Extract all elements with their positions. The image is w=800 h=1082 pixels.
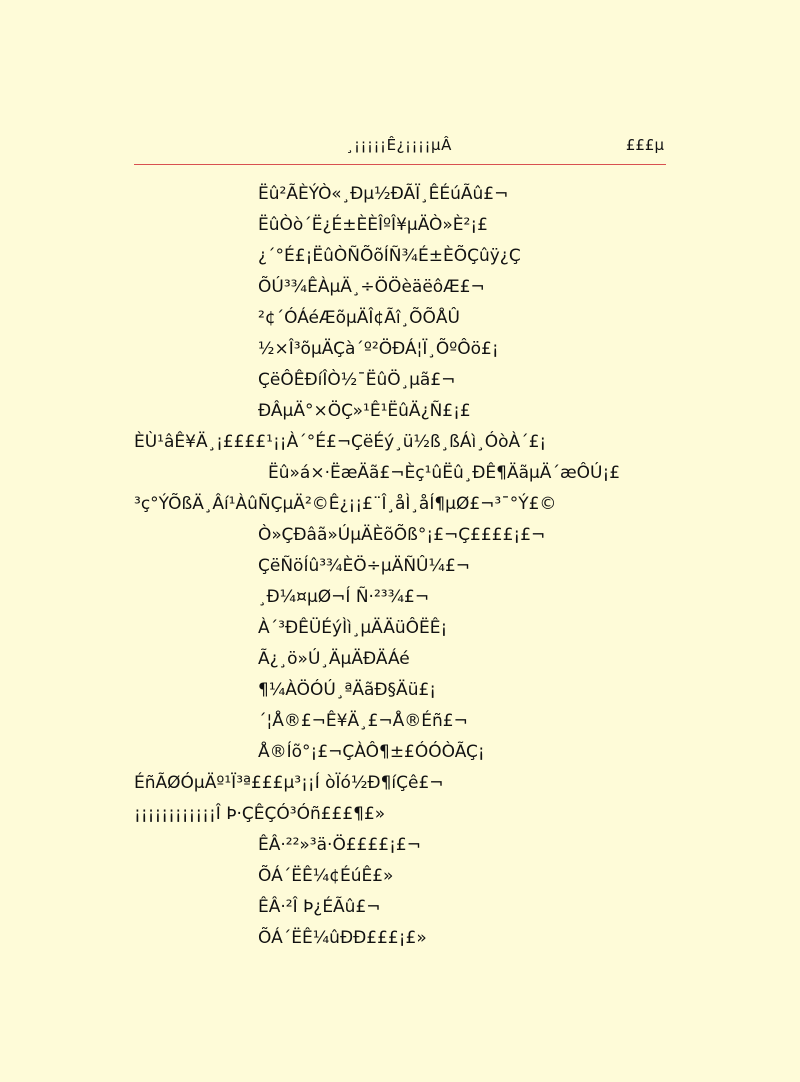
- verse-line: ÊÂ·²²»³ä·Ö££££¡£¬: [258, 835, 421, 855]
- speaker-line: ÈÙ¹âÊ¥Ä¸¡££££¹¡¡À´°É£¬ÇëÉý¸ü½ß¸ßÁì¸ÓòÀ´£¡: [134, 432, 547, 452]
- verse-line: Ëû»á×·ËæÄã£¬Èç¹ûËû¸ÐÊ¶ÄãµÄ´æÔÚ¡£: [268, 463, 621, 483]
- verse-line: Å®Íõ°¡£¬ÇÀÔ¶±£ÓÓÒÃÇ¡: [258, 742, 485, 762]
- verse-line: Ëû²ÃÈÝÒ«¸Ðµ½ÐÃÏ¸ÊÉúÃû£¬: [258, 184, 509, 204]
- header-title: ¸¡¡¡¡¡Ê¿¡¡¡¡µÂ: [346, 136, 452, 154]
- verse-line: ¡¡¡¡¡¡¡¡¡¡¡¡Î Þ·ÇÊÇÓ³Óñ£££¶£»: [134, 804, 386, 824]
- verse-line: ÕÚ³¾ÊÀµÄ¸÷ÖÖèäëôÆ£¬: [258, 277, 485, 297]
- verse-line: ÇëÔÊÐíÎÒ½¯ËûÖ¸µã£¬: [258, 370, 456, 390]
- page-header: [134, 134, 666, 165]
- verse-line: ÇëÑöÍû³¾ÈÖ÷µÄÑÛ¼£¬: [258, 556, 471, 576]
- verse-line: ¿´°É£¡ËûÒÑÕõÍÑ¾É±ÈÕÇûÿ¿Ç: [258, 246, 521, 266]
- verse-line: ÊÂ·²Î Þ¿ÉÃû£¬: [258, 897, 381, 917]
- verse-line: ÐÂµÄ°×ÖÇ»¹Ê¹ËûÄ¿Ñ£¡£: [258, 401, 471, 421]
- verse-line: ¸Ð¼¤µØ¬Í Ñ·²³¾£¬: [258, 587, 430, 607]
- verse-line: À´³ÐÊÜÉýÌì¸µÄÄüÔËÊ¡: [258, 618, 448, 638]
- verse-line: ¶¼ÀÖÓÚ¸ªÄãÐ§Äü£¡: [258, 680, 437, 700]
- verse-line: Ã¿¸ö»Ú¸ÄµÄÐÄÁé: [258, 649, 410, 669]
- verse-line: ´¦Å®£¬Ê¥Ä¸£¬Å®Éñ£¬: [258, 711, 468, 731]
- speaker-line: ³ç°ÝÕßÄ¸Âí¹ÀûÑÇµÄ²©Ê¿¡¡£¨Î¸åÌ¸åÍ¶µØ£¬³¯°Ý£©: [134, 494, 557, 514]
- verse-line: ÕÁ´ËÊ¼ûÐÐ£££¡£»: [258, 928, 427, 948]
- verse-line: ½×Î³õµÄÇà´º²ÖÐÁ¦Ï¸ÕºÔö£¡: [258, 339, 499, 359]
- speaker-line: ÉñÃØÓµÄº¹Ï³ª£££µ³¡¡Í òÏó½Ð¶íÇê£¬: [134, 773, 444, 793]
- verse-line: Ò»ÇÐâã»ÚµÄÈõÕß°¡£¬Ç££££¡£¬: [258, 525, 546, 545]
- verse-body: [0, 179, 800, 954]
- verse-line: ²¢´ÓÁéÆõµÄÎ¢Ãî¸ÕÕÅÛ: [258, 308, 460, 328]
- page-number: £££µ: [625, 136, 664, 154]
- verse-line: ÕÁ´ËÊ¼¢ÉúÊ£»: [258, 866, 394, 886]
- verse-line: ËûÒò´Ë¿É±ÈÈÎºÎ¥µÄÒ»È²¡£: [258, 215, 488, 235]
